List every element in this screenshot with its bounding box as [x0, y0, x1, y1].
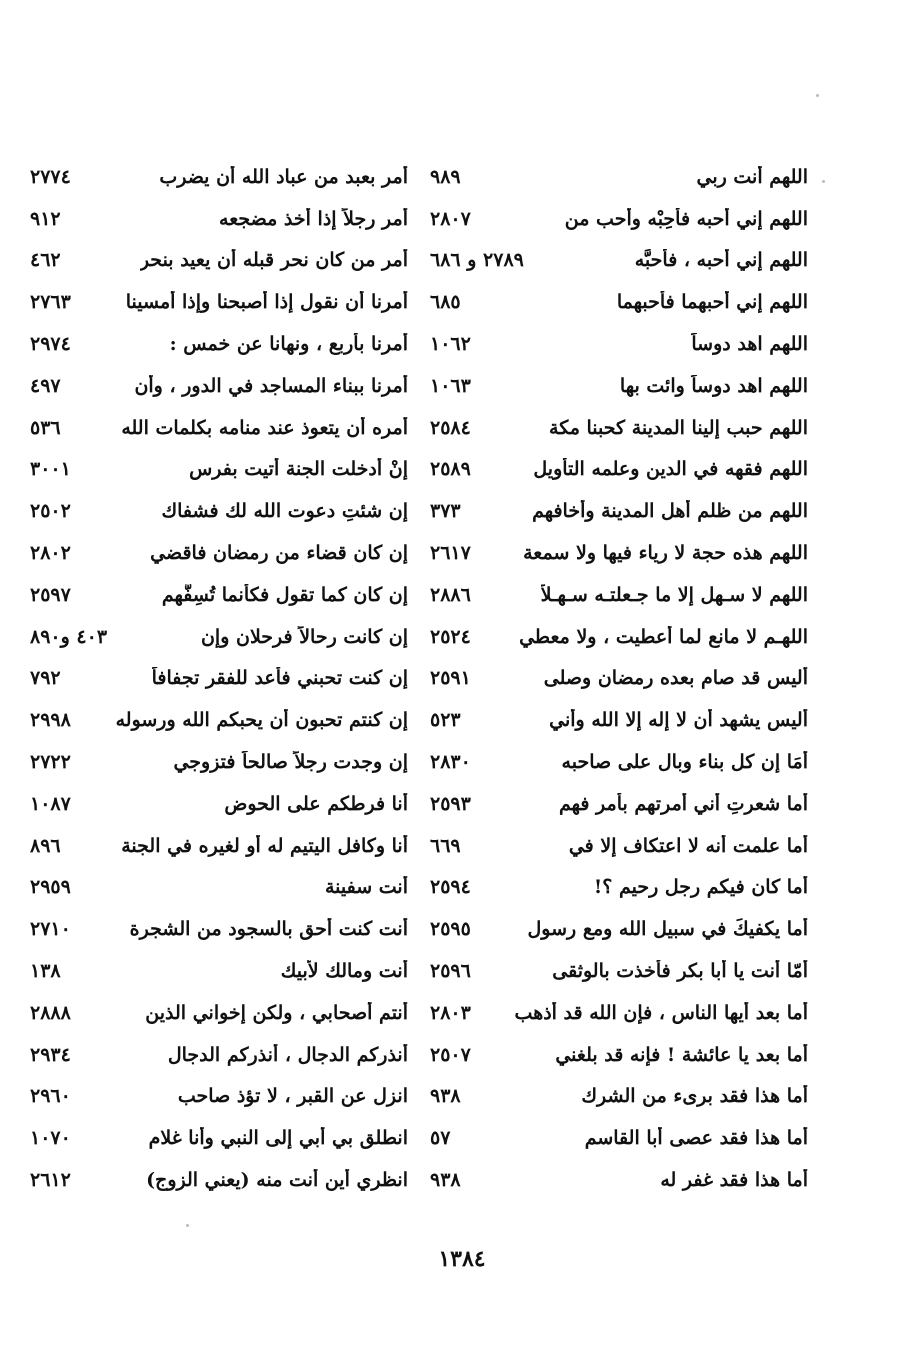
hadith-incipit: أما هذا فقد غفر له: [660, 1169, 808, 1192]
hadith-number: ١٠٧٠: [30, 1127, 71, 1150]
hadith-number: ٩٣٨: [430, 1169, 461, 1192]
hadith-incipit: أما هذا فقد عصى أبا القاسم: [584, 1127, 808, 1150]
hadith-number: ٣٧٣: [430, 500, 461, 523]
index-entry: [30, 741, 408, 783]
index-entry: [30, 198, 408, 240]
hadith-number: ٢٧١٠: [30, 918, 71, 941]
hadith-number: ٢٧٨٩ و ٦٨٦: [430, 249, 524, 272]
index-entry: [430, 156, 808, 198]
hadith-incipit: أمَا إن كل بناء وبال على صاحبه: [561, 751, 808, 774]
hadith-number: ٢٦١٢: [30, 1169, 71, 1192]
hadith-incipit: اللهـم لا مانع لما أعطيت ، ولا معطي: [519, 625, 808, 648]
hadith-incipit: اللهم هذه حجة لا رياء فيها ولا سمعة: [523, 542, 808, 565]
hadith-incipit: اللهم فقهه في الدين وعلمه التأويل: [533, 458, 808, 481]
hadith-incipit: أنذركم الدجال ، أنذركم الدجال: [167, 1043, 408, 1066]
hadith-number: ٧٩٢: [30, 667, 61, 690]
hadith-number: ٨٩٦: [30, 834, 61, 857]
hadith-number: ٤٩٧: [30, 374, 61, 397]
hadith-incipit: أنا فرطكم على الحوض: [224, 792, 408, 815]
hadith-incipit: إن وجدت رجلاً صالحاً فتزوجي: [173, 751, 408, 774]
hadith-incipit: أما يكفيكَ في سبيل الله ومع رسول: [527, 918, 808, 941]
index-entry: [30, 240, 408, 282]
hadith-incipit: أنت سفينة: [324, 876, 408, 899]
hadith-number: ٢٩٣٤: [30, 1043, 71, 1066]
hadith-incipit: انظري أين أنت منه (يعني الزوج): [146, 1169, 408, 1192]
hadith-number: ٢٨٠٣: [430, 1001, 471, 1024]
hadith-incipit: أمر بعبد من عباد الله أن يضرب: [159, 165, 408, 188]
hadith-incipit: إن كان قضاء من رمضان فاقضي: [150, 542, 408, 565]
index-entry: [30, 281, 408, 323]
index-entry: [30, 992, 408, 1034]
hadith-incipit: إن كنتم تحبون أن يحبكم الله ورسوله: [115, 709, 408, 732]
hadith-number: ٥٧: [430, 1127, 451, 1150]
index-entry: [430, 198, 808, 240]
hadith-number: ٢٩٩٨: [30, 709, 71, 732]
hadith-incipit: اللهم أنت ربي: [696, 165, 808, 188]
hadith-number: ٢٦١٧: [430, 542, 471, 565]
hadith-number: ٢٥٩٥: [430, 918, 471, 941]
scan-speck: [816, 94, 819, 97]
hadith-incipit: إن كنت تحبني فأعد للفقر تجفافاً: [151, 667, 408, 690]
hadith-incipit: اللهم حبب إلينا المدينة كحبنا مكة: [549, 416, 808, 439]
index-entry: [30, 825, 408, 867]
index-entry: [430, 867, 808, 909]
hadith-number: ٦٦٩: [430, 834, 461, 857]
hadith-incipit: أمر رجلاً إذا أخذ مضجعه: [219, 207, 408, 230]
hadith-incipit: أليس قد صام بعده رمضان وصلى: [543, 667, 808, 690]
hadith-incipit: أما بعد يا عائشة ! فإنه قد بلغني: [555, 1043, 808, 1066]
hadith-number: ٤٦٢: [30, 249, 61, 272]
hadith-incipit: أما كان فيكم رجل رحيم ؟!: [593, 876, 808, 899]
hadith-number: ٩٣٨: [430, 1085, 461, 1108]
index-entry: [30, 323, 408, 365]
index-entry: [430, 616, 808, 658]
index-entry: [30, 658, 408, 700]
hadith-incipit: اللهم من ظلم أهل المدينة وأخافهم: [532, 500, 808, 523]
index-entry: [430, 449, 808, 491]
index-entry: [30, 1076, 408, 1118]
index-entry: [430, 741, 808, 783]
hadith-incipit: أنت ومالك لأبيك: [280, 960, 408, 983]
index-entry: [430, 908, 808, 950]
hadith-incipit: اللهم إني أُحبه فأَحِبْه وأحب من: [564, 207, 808, 230]
hadith-number: ٢٨٠٢: [30, 542, 71, 565]
hadith-incipit: إن كانت رحالاً فرحلان وإن: [200, 625, 408, 648]
index-column-right: [430, 156, 808, 1201]
index-entry: [430, 532, 808, 574]
hadith-incipit: أنت كنت أحق بالسجود من الشجرة: [129, 918, 408, 941]
hadith-number: ٢٥٩١: [430, 667, 471, 690]
index-entry: [30, 908, 408, 950]
hadith-number: ٦٨٥: [430, 291, 461, 314]
hadith-incipit: إن شئتِ دعوت الله لك فشفاك: [161, 500, 408, 523]
hadith-number: ٢٥٠٧: [430, 1043, 471, 1066]
hadith-incipit: انزل عن القبر ، لا تؤذ صاحب: [177, 1085, 408, 1108]
hadith-number: ٣٠٠١: [30, 458, 71, 481]
index-entry: [30, 490, 408, 532]
index-column-left: [30, 156, 408, 1201]
hadith-number: ٢٩٥٩: [30, 876, 71, 899]
index-entry: [30, 1159, 408, 1201]
hadith-number: ٢٨٨٨: [30, 1001, 71, 1024]
index-entry: [430, 323, 808, 365]
index-entry: [30, 699, 408, 741]
hadith-number: ٢٧٢٢: [30, 751, 71, 774]
index-entry: [430, 950, 808, 992]
index-entry: [430, 1076, 808, 1118]
hadith-incipit: اللهم إني أُحبه ، فأَحبَّه: [634, 249, 808, 272]
index-entry: [430, 1034, 808, 1076]
hadith-incipit: إنْ أدخلت الجنة أتيت بفرس: [189, 458, 408, 481]
hadith-number: ٢٥٨٤: [430, 416, 471, 439]
index-entry: [30, 532, 408, 574]
page-number: ١٣٨٤: [438, 1246, 486, 1272]
hadith-number: ٢٥٩٦: [430, 960, 471, 983]
index-entry: [430, 281, 808, 323]
hadith-incipit: اللهم إني أُحبهما فأَحبهما: [616, 291, 808, 314]
scan-speck: [822, 180, 825, 183]
hadith-incipit: اللهم اهد دوساً وائت بها: [619, 374, 808, 397]
hadith-number: ٢٥٩٣: [430, 792, 471, 815]
hadith-number: ٢٥٩٧: [30, 583, 71, 606]
hadith-incipit: أما هذا فقد برىء من الشرك: [581, 1085, 808, 1108]
hadith-number: ٢٥٨٩: [430, 458, 471, 481]
index-entry: [430, 407, 808, 449]
hadith-incipit: انطلق بي أبي إلى النبي وأنا غلام: [148, 1127, 408, 1150]
index-entry: [430, 992, 808, 1034]
hadith-number: ٢٧٧٤: [30, 165, 71, 188]
hadith-incipit: أما بعد أيها الناس ، فإن الله قد أذهب: [514, 1001, 808, 1024]
hadith-number: ٥٣٦: [30, 416, 61, 439]
hadith-incipit: إن كان كما تقول فكأنما تُسِفُّهم: [161, 583, 408, 606]
index-entry: [430, 783, 808, 825]
index-entry: [30, 407, 408, 449]
hadith-incipit: أليس يشهد أن لا إله إلا الله وأني: [549, 709, 808, 732]
index-entry: [30, 365, 408, 407]
scan-speck: [186, 1224, 189, 1227]
hadith-number: ١٠٨٧: [30, 792, 71, 815]
hadith-number: ١٣٨: [30, 960, 61, 983]
hadith-number: ٩١٢: [30, 207, 61, 230]
index-entry: [30, 950, 408, 992]
hadith-number: ٥٢٣: [430, 709, 461, 732]
hadith-number: ٢٥٩٤: [430, 876, 471, 899]
hadith-number: ٢٨٠٧: [430, 207, 471, 230]
index-entry: [430, 1159, 808, 1201]
index-entry: [30, 449, 408, 491]
hadith-incipit: أمره أن يتعوذ عند منامه بكلمات الله: [121, 416, 408, 439]
hadith-incipit: أمر من كان نحر قبله أن يعيد بنحر: [139, 249, 408, 272]
hadith-incipit: أمرنا بأربع ، ونهانا عن خمس :: [169, 333, 408, 356]
hadith-incipit: أمرنا ببناء المساجد في الدور ، وأن: [134, 374, 408, 397]
hadith-incipit: أمرنا أن نقول إذا أصبحنا وإذا أمسينا: [125, 291, 408, 314]
index-entry: [30, 1117, 408, 1159]
index-entry: [30, 1034, 408, 1076]
hadith-number: ٤٠٣ و٨٩٠: [30, 625, 108, 648]
hadith-number: ٢٥٠٢: [30, 500, 71, 523]
hadith-incipit: أنتم أصحابي ، ولكن إخواني الذين: [145, 1001, 408, 1024]
index-entry: [430, 699, 808, 741]
index-entry: [430, 240, 808, 282]
index-entry: [30, 574, 408, 616]
index-entry: [30, 156, 408, 198]
hadith-incipit: أما شعرتِ أني أمرتهم بأمر فهم: [558, 792, 808, 815]
index-entry: [30, 783, 408, 825]
index-entry: [430, 365, 808, 407]
hadith-number: ٢٨٨٦: [430, 583, 471, 606]
hadith-incipit: اللهم اهد دوساً: [691, 333, 808, 356]
hadith-number: ١٠٦٣: [430, 374, 471, 397]
hadith-incipit: أنا وكافل اليتيم له أو لغيره في الجنة: [121, 834, 408, 857]
hadith-number: ٢٨٣٠: [430, 751, 471, 774]
hadith-incipit: أما علمت أنه لا اعتكاف إلا في: [568, 834, 808, 857]
index-entry: [430, 825, 808, 867]
hadith-incipit: اللهم لا سـهل إلا ما جـعلتـه سـهـلاً: [540, 583, 808, 606]
hadith-number: ٢٥٢٤: [430, 625, 471, 648]
hadith-number: ٢٩٦٠: [30, 1085, 71, 1108]
index-entry: [30, 867, 408, 909]
hadith-number: ٢٧٦٣: [30, 291, 71, 314]
index-entry: [430, 490, 808, 532]
index-entry: [430, 1117, 808, 1159]
index-entry: [30, 616, 408, 658]
hadith-incipit: أمّا أنت يا أبا بكر فأخذت بالوثقى: [552, 960, 808, 983]
index-entry: [430, 658, 808, 700]
hadith-number: ٩٨٩: [430, 165, 461, 188]
hadith-number: ٢٩٧٤: [30, 333, 71, 356]
index-entry: [430, 574, 808, 616]
hadith-number: ١٠٦٢: [430, 333, 471, 356]
